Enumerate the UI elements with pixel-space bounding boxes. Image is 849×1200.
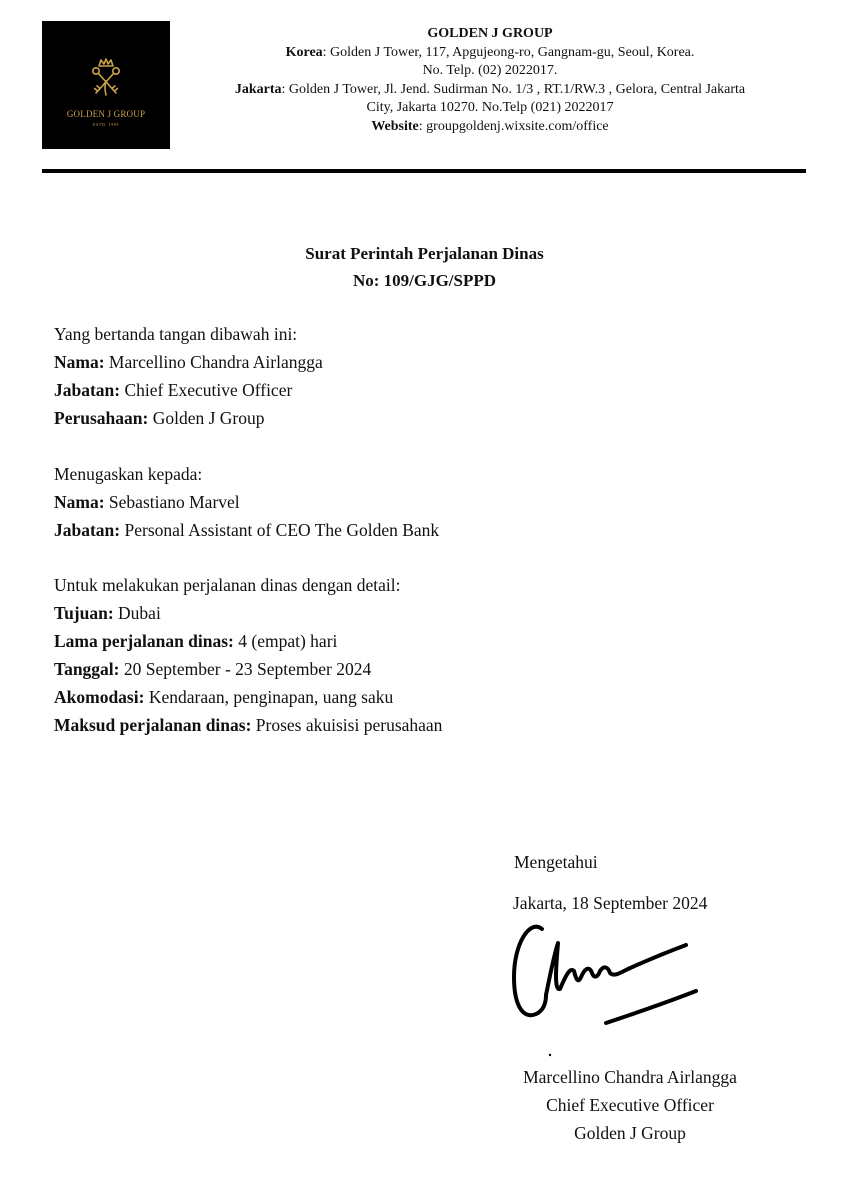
logo-wordmark: GOLDEN J GROUP — [66, 109, 146, 119]
website — [180, 118, 800, 137]
assignee-name-label: Nama: — [54, 492, 105, 512]
trip-duration-value: 4 (empat) hari — [233, 631, 338, 651]
issuer-position-label: Jabatan: — [54, 380, 121, 400]
issuer-section — [54, 320, 323, 432]
issuer-intro: Yang bertanda tangan dibawah ini: — [54, 324, 298, 344]
trip-purpose — [54, 711, 442, 739]
trip-accommodation-value: Kendaraan, penginapan, uang saku — [144, 687, 394, 707]
trip-accommodation-label: Akomodasi: — [54, 687, 145, 707]
issuer-name — [54, 348, 323, 376]
issuer-position-value: Chief Executive Officer — [120, 380, 293, 400]
korea-address — [180, 44, 800, 63]
signer-block — [460, 1063, 800, 1147]
website-text: : groupgoldenj.wixsite.com/office — [418, 118, 609, 134]
trip-duration — [54, 627, 442, 655]
trip-purpose-label: Maksud perjalanan dinas: — [54, 715, 252, 735]
issuer-company-label: Perusahaan: — [54, 408, 149, 428]
company-logo — [42, 21, 170, 149]
handwritten-signature — [500, 915, 730, 1065]
crossed-keys-crown-icon — [86, 57, 126, 101]
trip-intro: Untuk melakukan perjalanan dinas dengan detail: — [54, 575, 401, 595]
assignee-position — [54, 516, 439, 544]
issuer-company — [54, 404, 323, 432]
trip-date-value: 20 September - 23 September 2024 — [119, 659, 372, 679]
jakarta-address-continued: City, Jakarta 10270. No.Telp (021) 2022017 — [366, 100, 614, 116]
trip-details-section — [54, 571, 442, 739]
issuer-name-value: Marcellino Chandra Airlangga — [104, 352, 323, 372]
company-name: GOLDEN J GROUP — [427, 26, 553, 41]
issuer-name-label: Nama: — [54, 352, 105, 372]
header-divider — [42, 169, 806, 173]
jakarta-label: Jakarta — [234, 81, 282, 97]
trip-destination-value: Dubai — [113, 603, 161, 623]
signer-company: Golden J Group — [574, 1123, 686, 1143]
trip-destination — [54, 599, 442, 627]
document-title-main: Surat Perintah Perjalanan Dinas — [305, 244, 544, 263]
signer-position: Chief Executive Officer — [546, 1095, 714, 1115]
korea-phone: No. Telp. (02) 2022017. — [422, 63, 558, 79]
issuer-position — [54, 376, 323, 404]
signer-name: Marcellino Chandra Airlangga — [523, 1067, 737, 1087]
logo-established: ESTD. 1999 — [93, 122, 119, 127]
assignee-position-label: Jabatan: — [54, 520, 121, 540]
issuer-company-value: Golden J Group — [148, 408, 265, 428]
assignee-name — [54, 488, 439, 516]
assignee-section — [54, 460, 439, 544]
assignee-intro: Menugaskan kepada: — [54, 464, 203, 484]
jakarta-address-text: : Golden J Tower, Jl. Jend. Sudirman No. 1/3 , RT.1/RW.3 , Gelora, Central Jakarta — [281, 81, 746, 97]
trip-duration-label: Lama perjalanan dinas: — [54, 631, 234, 651]
trip-date — [54, 655, 442, 683]
trip-purpose-value: Proses akuisisi perusahaan — [251, 715, 443, 735]
assignee-position-value: Personal Assistant of CEO The Golden Bank — [120, 520, 440, 540]
company-info — [180, 25, 800, 137]
korea-address-text: : Golden J Tower, 117, Apgujeong-ro, Gangnam-gu, Seoul, Korea. — [322, 44, 695, 60]
trip-destination-label: Tujuan: — [54, 603, 114, 623]
document-number: No: 109/GJG/SPPD — [352, 271, 497, 290]
signing-place-date: Jakarta, 18 September 2024 — [513, 893, 708, 913]
website-label: Website — [371, 118, 419, 134]
korea-label: Korea — [285, 44, 323, 60]
trip-date-label: Tanggal: — [54, 659, 120, 679]
trip-accommodation — [54, 683, 442, 711]
acknowledged-label: Mengetahui — [514, 852, 598, 872]
assignee-name-value: Sebastiano Marvel — [104, 492, 240, 512]
jakarta-address — [180, 81, 800, 100]
document-title — [0, 240, 849, 294]
